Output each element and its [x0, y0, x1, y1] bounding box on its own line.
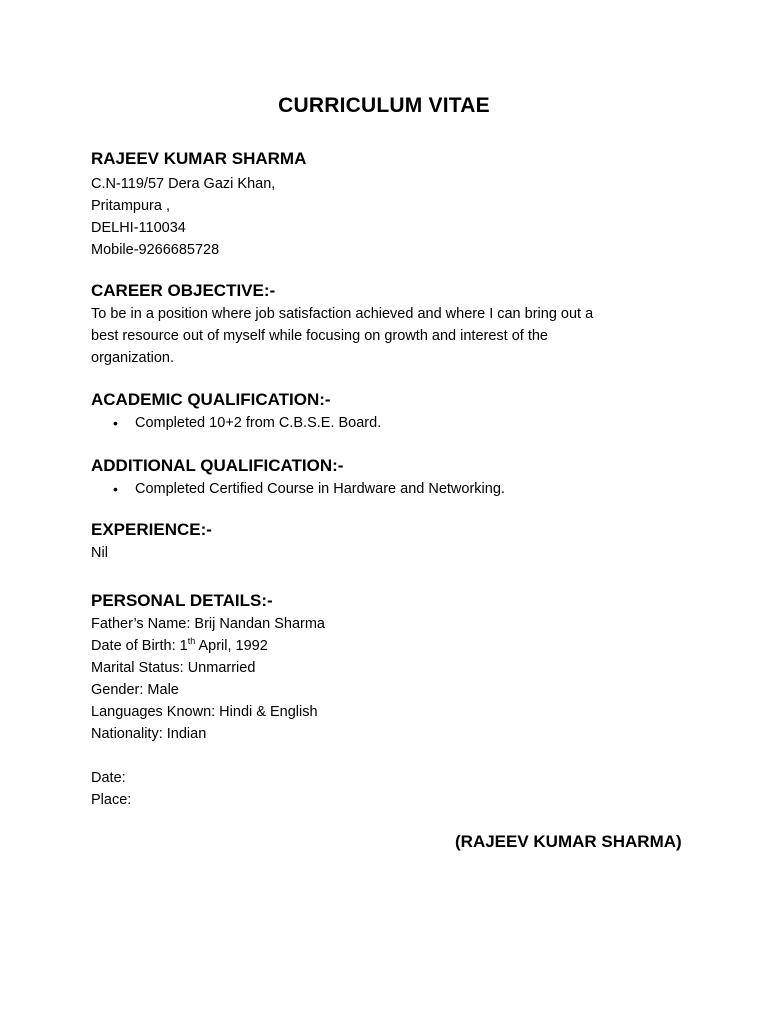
dob-prefix: Date of Birth: 1 [91, 638, 188, 654]
nationality: Nationality: Indian [91, 726, 207, 742]
career-objective-line-1: To be in a position where job satisfaction achieved and where I can bring out a [91, 306, 594, 322]
place-label: Place: [91, 792, 132, 808]
list-item-text: Completed 10+2 from C.B.S.E. Board. [135, 415, 382, 431]
gender: Gender: Male [91, 682, 179, 698]
candidate-name: RAJEEV KUMAR SHARMA [91, 149, 307, 168]
list-item [91, 412, 681, 434]
additional-section [91, 454, 681, 500]
academic-section [91, 388, 681, 434]
mobile-line: Mobile-9266685728 [91, 242, 220, 258]
fathers-name: Father’s Name: Brij Nandan Sharma [91, 616, 325, 632]
bullet-icon: • [113, 481, 118, 497]
address-line-1: C.N-119/57 Dera Gazi Khan, [91, 176, 276, 192]
address-line-3: DELHI-110034 [91, 220, 186, 236]
experience-section [91, 518, 681, 564]
document-title: CURRICULUM VITAE [278, 94, 490, 117]
dob-ordinal: th [187, 636, 196, 646]
additional-list [91, 478, 681, 500]
career-objective-line-2: best resource out of myself while focusing on growth and interest of the [91, 328, 548, 344]
marital-status: Marital Status: Unmarried [91, 660, 256, 676]
academic-heading: ACADEMIC QUALIFICATION:- [91, 390, 331, 409]
date-label: Date: [91, 770, 126, 786]
personal-details-heading: PERSONAL DETAILS:- [91, 591, 273, 610]
bullet-icon: • [113, 415, 118, 431]
experience-value: Nil [91, 545, 108, 561]
personal-details-section [91, 589, 681, 745]
academic-list [91, 412, 681, 434]
date-of-birth [91, 635, 681, 657]
languages-known: Languages Known: Hindi & English [91, 704, 318, 720]
career-objective-line-3: organization. [91, 350, 175, 366]
career-objective-heading: CAREER OBJECTIVE:- [91, 281, 276, 300]
additional-heading: ADDITIONAL QUALIFICATION:- [91, 456, 344, 475]
contact-section [91, 147, 681, 261]
signature-name: (RAJEEV KUMAR SHARMA) [455, 832, 682, 851]
address-line-2: Pritampura , [91, 198, 170, 214]
career-objective-section [91, 279, 681, 369]
list-item [91, 478, 681, 500]
dob-suffix: April, 1992 [195, 638, 268, 654]
date-place-section [91, 767, 681, 811]
experience-heading: EXPERIENCE:- [91, 520, 212, 539]
list-item-text: Completed Certified Course in Hardware and Networking. [135, 481, 505, 497]
